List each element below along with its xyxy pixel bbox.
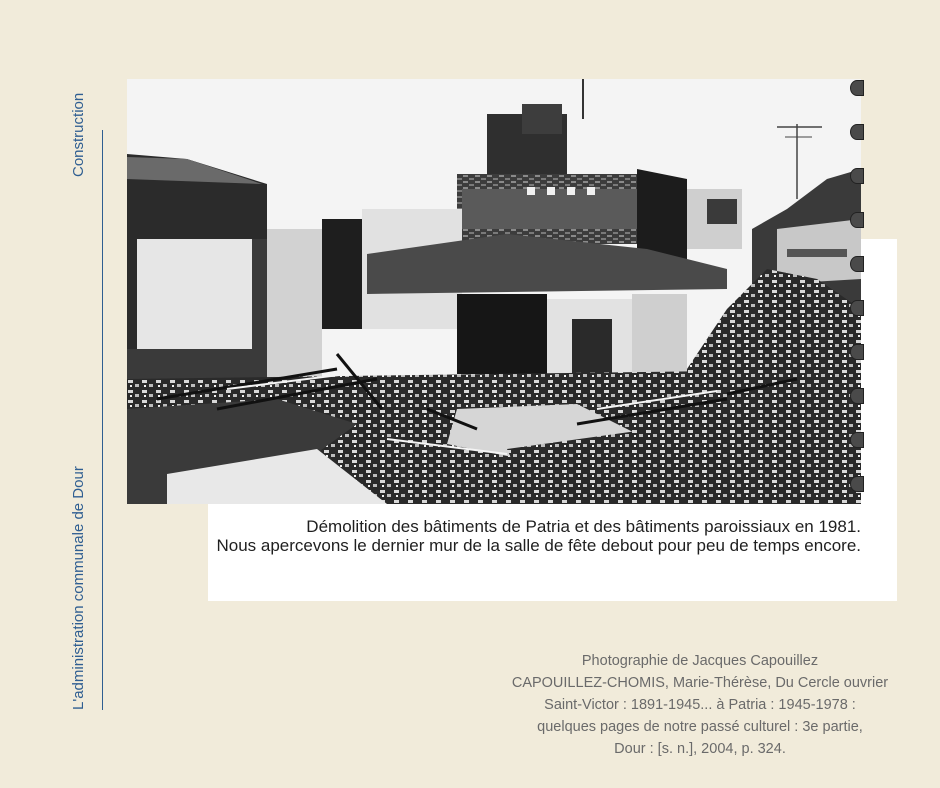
credit-line-2: CAPOUILLEZ-CHOMIS, Marie-Thérèse, Du Cercle ouvrier [511,675,889,691]
binder-ring-icon [850,476,864,492]
side-divider-line [102,130,103,710]
caption-line-1: Démolition des bâtiments de Patria et des bâtiments paroissiaux en 1981. [306,517,861,536]
side-title [70,80,92,710]
binder-ring-icon [850,124,864,140]
credit-line-1: Photographie de Jacques Capouillez [581,653,819,669]
binder-ring-icon [850,432,864,448]
binder-ring-icon [850,300,864,316]
demolition-photo [127,79,861,504]
binder-ring-icon [850,212,864,228]
side-title-administration: L'administration communale de Dour [70,466,87,710]
binder-ring-icon [850,256,864,272]
photo-caption [215,517,861,555]
binder-rings [848,80,868,500]
binder-ring-icon [850,388,864,404]
photo-credits [480,650,920,760]
demolition-photo-icon [127,79,861,504]
caption-line-2: Nous apercevons le dernier mur de la salle de fête debout pour peu de temps encore. [216,536,861,555]
binder-ring-icon [850,168,864,184]
credit-line-5: Dour : [s. n.], 2004, p. 324. [614,741,786,757]
credit-line-3: Saint-Victor : 1891-1945... à Patria : 1945-1978 : [544,697,856,713]
credit-line-4: quelques pages de notre passé culturel : 3e partie, [537,719,863,735]
binder-ring-icon [850,344,864,360]
binder-ring-icon [850,80,864,96]
side-title-construction: Construction [70,92,87,177]
